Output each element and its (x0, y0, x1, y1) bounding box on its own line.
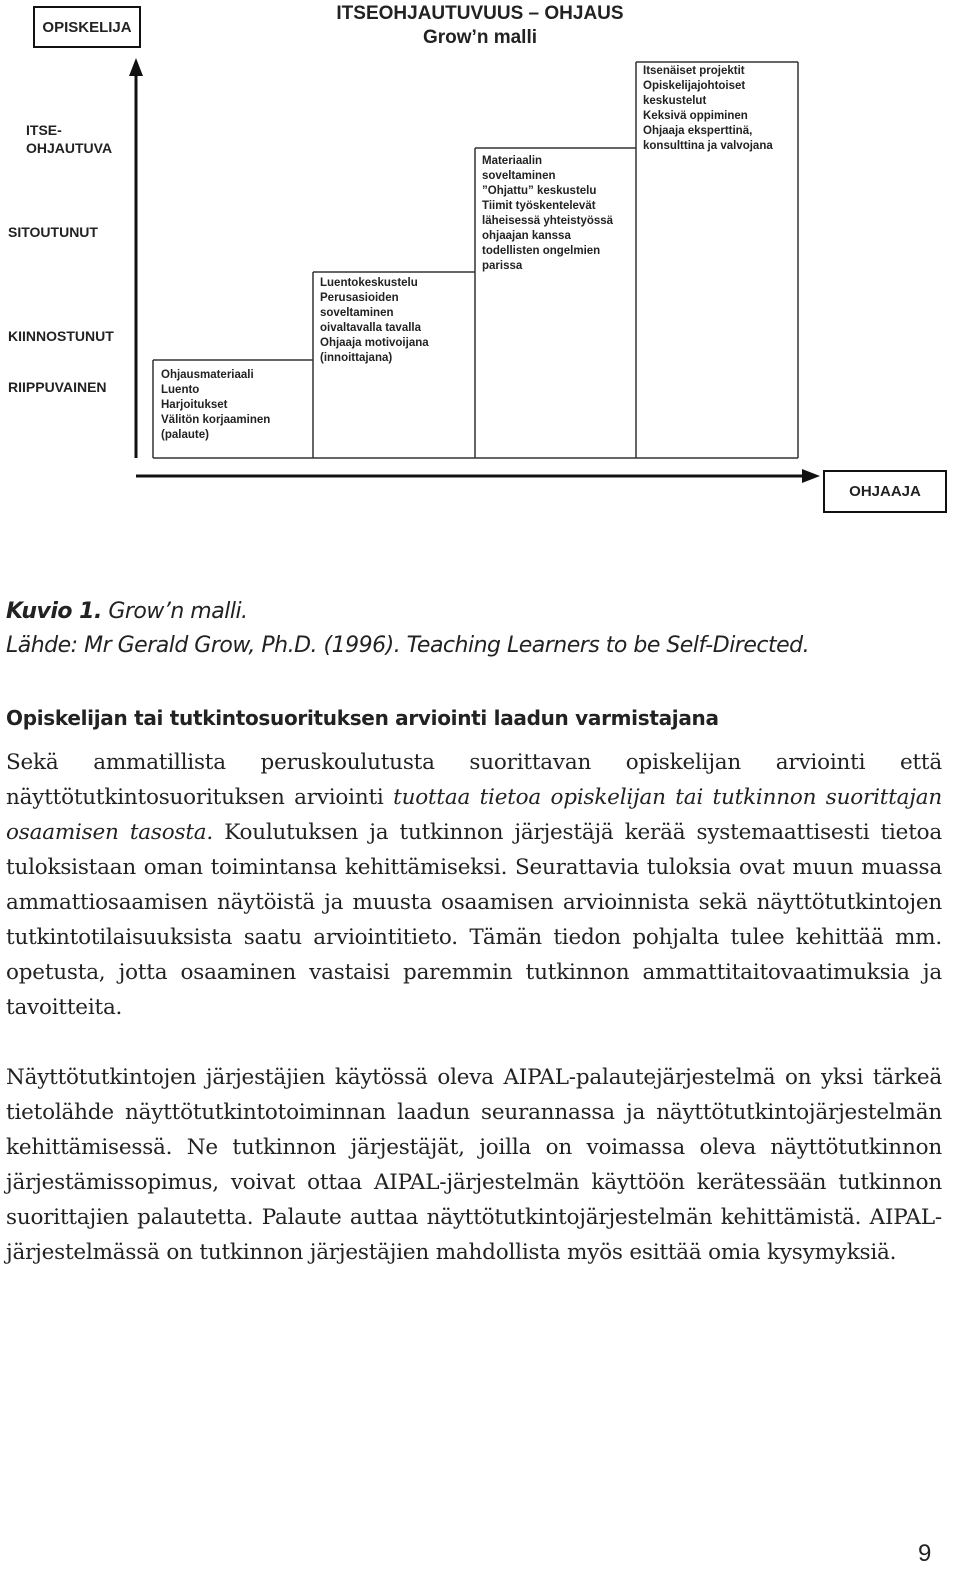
page-number: 9 (918, 1540, 932, 1567)
paragraph-1-text: Koulutuksen ja tutkinnon järjestäjä kerää systemaattisesti tietoa tuloksistaan oman toimintansa kehittämiseksi. Seurattavia tuloksia ovat muun muassa ammattiosaamisen näytöistä ja muusta osaamisen arvioinnista sekä näyttötutkintojen tutkintotilaisuuksista saatu arviointitieto. Tämän tiedon pohjalta tulee kehittää mm. opetusta, jotta osaaminen vastaisi paremmin tutkinnon ammattitaitovaatimuksia ja tavoitteita. (6, 820, 942, 1020)
paragraph-1 (6, 745, 942, 1025)
step-line: soveltaminen (482, 170, 556, 182)
step-line: ohjaajan kanssa (482, 230, 571, 242)
step-line: Materiaalin (482, 155, 543, 167)
level-dependent: RIIPPUVAINEN (8, 379, 107, 395)
learner-axis-label: OPISKELIJA (33, 6, 141, 48)
step-line: todellisten ongelmien (482, 245, 601, 257)
step-line: Ohjausmateriaali (161, 369, 254, 381)
step-line: (innoittajana) (320, 352, 393, 364)
step-line: (palaute) (161, 429, 209, 441)
diagram-title-line1: ITSEOHJAUTUVUUS – OHJAUS (336, 3, 624, 24)
teacher-axis-label: OHJAAJA (823, 470, 947, 513)
step-line: ”Ohjattu” keskustelu (482, 185, 597, 197)
figure-source: Lähde: Mr Gerald Grow, Ph.D. (1996). Teaching Learners to be Self-Directed. (6, 633, 810, 658)
step-line: Tiimit työskentelevät (482, 200, 596, 212)
step-line: Ohjaaja eksperttinä, (643, 125, 753, 137)
step-line: Perusasioiden (320, 292, 399, 304)
paragraph-2: Näyttötutkintojen järjestäjien käytössä oleva AIPAL-palautejärjestelmä on yksi tärkeä tietolähde näyttötutkintotoiminnan laadun seurannassa ja näyttötutkintojärjestelmän kehittämisessä. Ne tutkinnon järjestäjät, joilla on voimassa oleva näyttötutkinnon järjestämissopimus, voivat ottaa AIPAL-järjestelmän käyttöön kerätessään tutkinnon suorittajien palautetta. Palaute auttaa näyttötutkintojärjestelmän kehittämistä. AIPAL-järjestelmässä on tutkinnon järjestäjien mahdollista myös esittää omia kysymyksiä. (6, 1065, 942, 1265)
paragraph-1-text: Sekä ammatillista peruskoulutusta suorittavan opiskelijan arviointi että näyttötutkintosuorituksen arviointi (6, 750, 942, 810)
horizontal-axis-arrowhead (802, 469, 820, 483)
step-line: läheisessä yhteistyössä (482, 215, 614, 227)
level-self-directed: ITSE- OHJAUTUVA (26, 122, 113, 156)
step-2-text (320, 276, 429, 366)
figure-caption (6, 595, 809, 663)
vertical-axis-arrowhead (129, 58, 143, 76)
step-line: Opiskelijajohtoiset (643, 80, 746, 92)
step-line: Ohjaaja motivoijana (320, 337, 429, 349)
step-line: Luento (161, 384, 200, 396)
diagram-title-line2: Grow’n malli (422, 27, 538, 48)
diagram-lines (0, 0, 960, 520)
step-line: Itsenäiset projektit (643, 65, 745, 77)
section-heading: Opiskelijan tai tutkintosuorituksen arviointi laadun varmistajana (6, 706, 719, 730)
step-line: parissa (482, 260, 523, 272)
step-line: Keksivä oppiminen (643, 110, 748, 122)
step-4-text (643, 64, 773, 154)
step-line: Harjoitukset (161, 399, 228, 411)
figure-title: Grow’n malli. (108, 599, 248, 624)
step-line: keskustelut (643, 95, 707, 107)
step-line: oivaltavalla tavalla (320, 322, 422, 334)
diagram-title (300, 2, 660, 50)
step-line: Luentokeskustelu (320, 277, 418, 289)
level-interested: KIINNOSTUNUT (8, 328, 114, 344)
step-line: konsulttina ja valvojana (643, 140, 773, 152)
step-line: Välitön korjaaminen (161, 414, 271, 426)
figure-label: Kuvio 1. (6, 599, 102, 624)
step-1-text (161, 368, 270, 443)
level-involved: SITOUTUNUT (8, 224, 98, 240)
step-3-text (482, 154, 613, 274)
step-line: soveltaminen (320, 307, 394, 319)
paragraph-1-emphasis: tuottaa tietoa opiskelijan tai tutkinnon suorittajan osaamisen tasosta. (6, 785, 942, 845)
